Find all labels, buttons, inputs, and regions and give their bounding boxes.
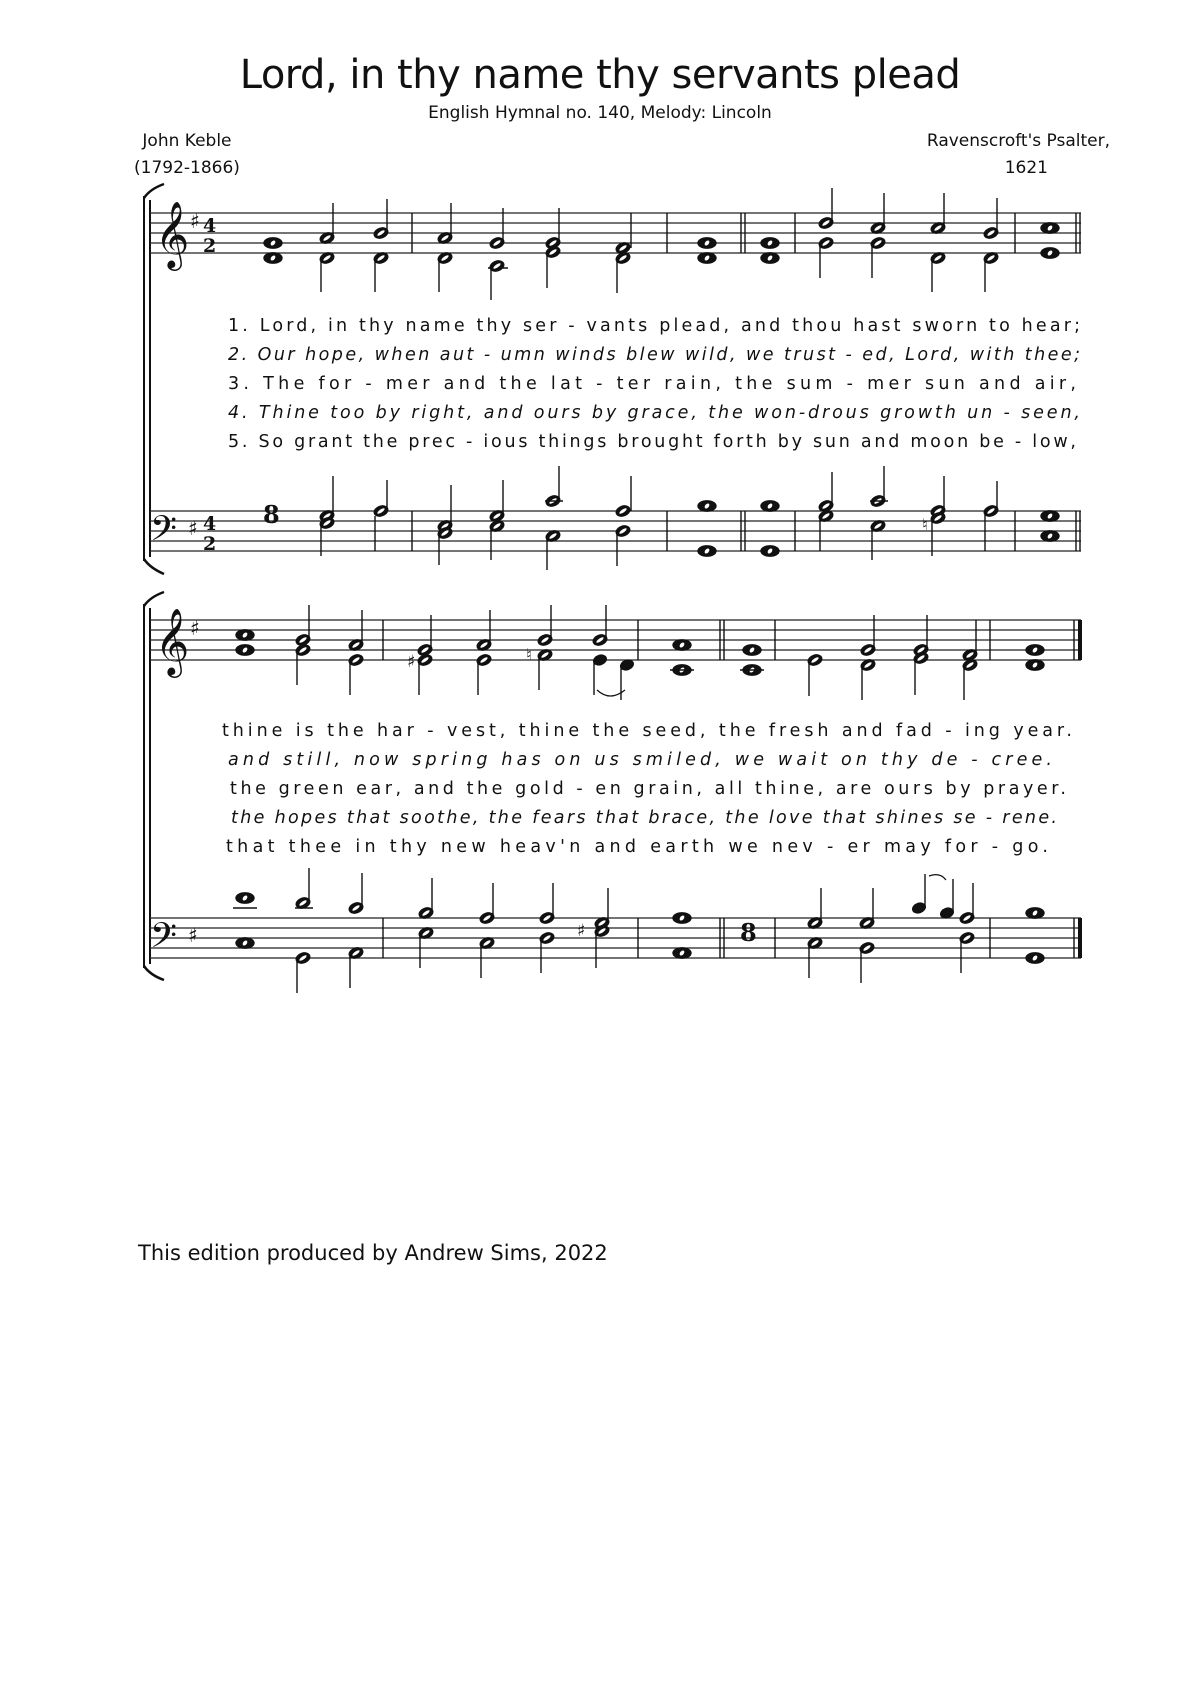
- composer-year: 1621: [1004, 158, 1048, 178]
- system-bracket: [144, 196, 150, 561]
- time-sig-top: 4: [203, 215, 217, 237]
- sharp-icon: ♯: [188, 923, 198, 947]
- bass-notes: [263, 466, 1059, 570]
- edition-credit: This edition produced by Andrew Sims, 2022: [138, 1241, 608, 1265]
- svg-text:2: 2: [203, 533, 217, 555]
- lyric-verse-3: 3. The for - mer and the lat - ter rain, the sum - mer sun and air,: [228, 374, 1076, 394]
- sharp-icon: ♯: [190, 616, 200, 640]
- lyric-verse-1: thine is the har - vest, thine the seed, the fresh and fad - ing year.: [222, 721, 1072, 741]
- svg-text:♮: ♮: [526, 645, 532, 664]
- sharp-icon: ♯: [188, 516, 198, 540]
- svg-text:8: 8: [740, 918, 757, 947]
- svg-text:♯: ♯: [407, 652, 416, 672]
- treble-staff: [150, 620, 1081, 660]
- system-1: [144, 184, 1081, 574]
- lyric-verse-2: and still, now spring has on us smiled, we wait on thy de - cree.: [228, 750, 1052, 770]
- lyric-verse-2: 2. Our hope, when aut - umn winds blew wild, we trust - ed, Lord, with thee;: [228, 345, 1080, 365]
- treble-staff: [150, 213, 1081, 253]
- svg-text:4: 4: [203, 513, 217, 535]
- time-sig-bottom: 2: [203, 235, 217, 257]
- bass-clef-icon: 𝄢: [150, 508, 178, 557]
- lyrics-system-2: [222, 721, 1072, 857]
- bass-staff: [150, 918, 1081, 958]
- treble-clef-icon: 𝄞: [155, 607, 190, 675]
- lyric-verse-5: that thee in thy new heav'n and earth we nev - er may for - go.: [226, 837, 1048, 857]
- lyric-verse-5: 5. So grant the prec - ious things brought forth by sun and moon be - low,: [228, 432, 1076, 452]
- svg-text:♯: ♯: [577, 921, 586, 941]
- treble-notes: [264, 188, 1059, 300]
- author-name: John Keble: [142, 131, 232, 151]
- lyric-verse-1: 1. Lord, in thy name thy ser - vants plead, and thou hast sworn to hear;: [228, 316, 1080, 336]
- sharp-icon: ♯: [190, 209, 200, 233]
- system-bracket: [144, 604, 150, 968]
- lyric-verse-4: the hopes that soothe, the fears that brace, the love that shines se - rene.: [231, 808, 1057, 828]
- hymn-subtitle: English Hymnal no. 140, Melody: Lincoln: [428, 103, 772, 123]
- bass-clef-icon: 𝄢: [150, 915, 178, 964]
- system-2: [144, 592, 1081, 993]
- lyric-verse-3: the green ear, and the gold - en grain, all thine, are ours by prayer.: [230, 779, 1066, 799]
- treble-clef-icon: 𝄞: [155, 200, 190, 268]
- treble-notes: [236, 605, 1044, 700]
- svg-text:♮: ♮: [922, 515, 928, 534]
- author-dates: (1792-1866): [134, 158, 240, 178]
- lyric-verse-4: 4. Thine too by right, and ours by grace, the won-drous growth un - seen,: [228, 403, 1080, 423]
- composer-source: Ravenscroft's Psalter,: [926, 131, 1110, 151]
- hymn-title: Lord, in thy name thy servants plead: [239, 52, 961, 98]
- svg-text:8: 8: [263, 500, 280, 529]
- lyrics-system-1: [228, 316, 1080, 452]
